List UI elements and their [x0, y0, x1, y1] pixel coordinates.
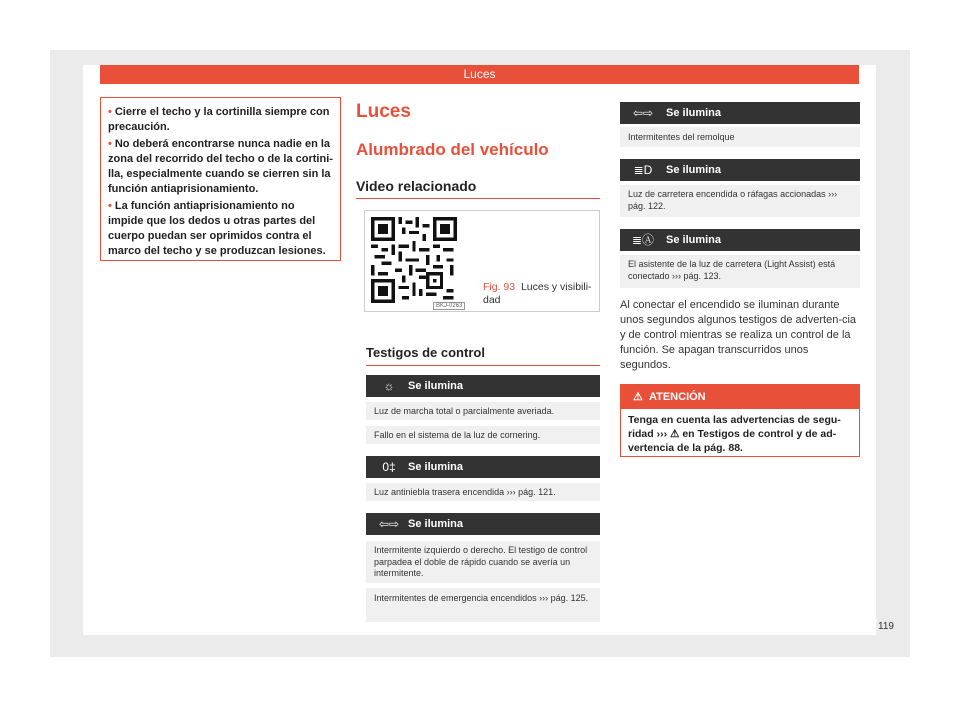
turn-signal-icon: ⇦⇨: [378, 517, 400, 531]
indicator-row: Intermitentes de emergencia encendidos ››› pág. 125.: [366, 588, 600, 622]
indicator-header: ☼ Se ilumina: [366, 375, 600, 397]
indicators-heading: Testigos de control: [366, 345, 485, 360]
figure-number: Fig. 93: [483, 281, 516, 293]
qr-code-icon[interactable]: [371, 217, 457, 303]
heading-rule: [356, 198, 600, 199]
section-title: Luces: [356, 101, 411, 122]
light-assist-icon: ≣Ⓐ: [631, 233, 655, 247]
indicator-row: Luz de carretera encendida o ráfagas accionadas ››› pág. 122.: [620, 185, 860, 217]
bullet-icon: •: [108, 200, 112, 212]
rear-fog-light-icon: 0‡: [382, 460, 396, 474]
high-beam-icon: ≣D: [633, 163, 653, 177]
indicator-header: ⇦⇨ Se ilumina: [620, 102, 860, 124]
figure-code: BKJ-0263: [433, 302, 465, 310]
indicator-header: ⇦⇨ Se ilumina: [366, 513, 600, 535]
body-paragraph: Al conectar el encendido se iluminan durante unos segundos algunos testigos de adverten-cia y de control mientras se realiza un control de la función. Se apagan transcurridos unos segundos.: [620, 299, 857, 371]
attention-text: Tenga en cuenta las advertencias de segu-ridad ››› ⚠ en Testigos de control y de ad-vertencia de la pág. 88.: [628, 414, 841, 454]
bullet-icon: •: [108, 106, 112, 118]
page-number: 119: [878, 621, 894, 632]
chapter-header: Luces: [100, 65, 859, 84]
warning-bullet: • No deberá encontrarse nunca nadie en la zona del recorrido del techo o de la cortini-lla, especialmente cuando se cierren sin la función antiaprisionamiento.: [108, 138, 333, 195]
indicator-row: Luz antiniebla trasera encendida ››› pág. 121.: [366, 483, 600, 501]
section-subtitle: Alumbrado del vehículo: [356, 140, 549, 159]
indicator-header: 0‡ Se ilumina: [366, 456, 600, 478]
bullet-icon: •: [108, 138, 112, 150]
warning-triangle-icon: ⚠: [633, 391, 643, 403]
figure-caption: Fig. 93 Luces y visibili-dad: [483, 281, 592, 306]
indicator-header: ≣Ⓐ Se ilumina: [620, 229, 860, 251]
warning-bullet: • Cierre el techo y la cortinilla siempre con precaución.: [108, 106, 330, 133]
video-heading: Video relacionado: [356, 178, 477, 194]
attention-header: ⚠ ATENCIÓN: [621, 385, 859, 409]
indicator-row: Fallo en el sistema de la luz de cornering.: [366, 426, 600, 444]
heading-rule: [366, 365, 600, 366]
figure-box: [364, 210, 600, 312]
indicator-row: El asistente de la luz de carretera (Light Assist) está conectado ››› pág. 123.: [620, 255, 860, 288]
trailer-turn-signal-icon: ⇦⇨: [632, 106, 654, 120]
light-fault-icon: ☼: [383, 379, 395, 393]
indicator-header: ≣D Se ilumina: [620, 159, 860, 181]
warning-bullet: • La función antiaprisionamiento no impide que los dedos u otras partes del cuerpo puedan ser oprimidos contra el marco del techo y se produzcan lesiones.: [108, 200, 326, 257]
indicator-row: Intermitente izquierdo o derecho. El testigo de control parpadea el doble de rápido cuando se avería un intermitente.: [366, 541, 600, 583]
warning-box: [100, 97, 341, 261]
indicator-row: Intermitentes del remolque: [620, 127, 860, 147]
attention-box: [620, 384, 860, 457]
indicator-row: Luz de marcha total o parcialmente averiada.: [366, 402, 600, 420]
